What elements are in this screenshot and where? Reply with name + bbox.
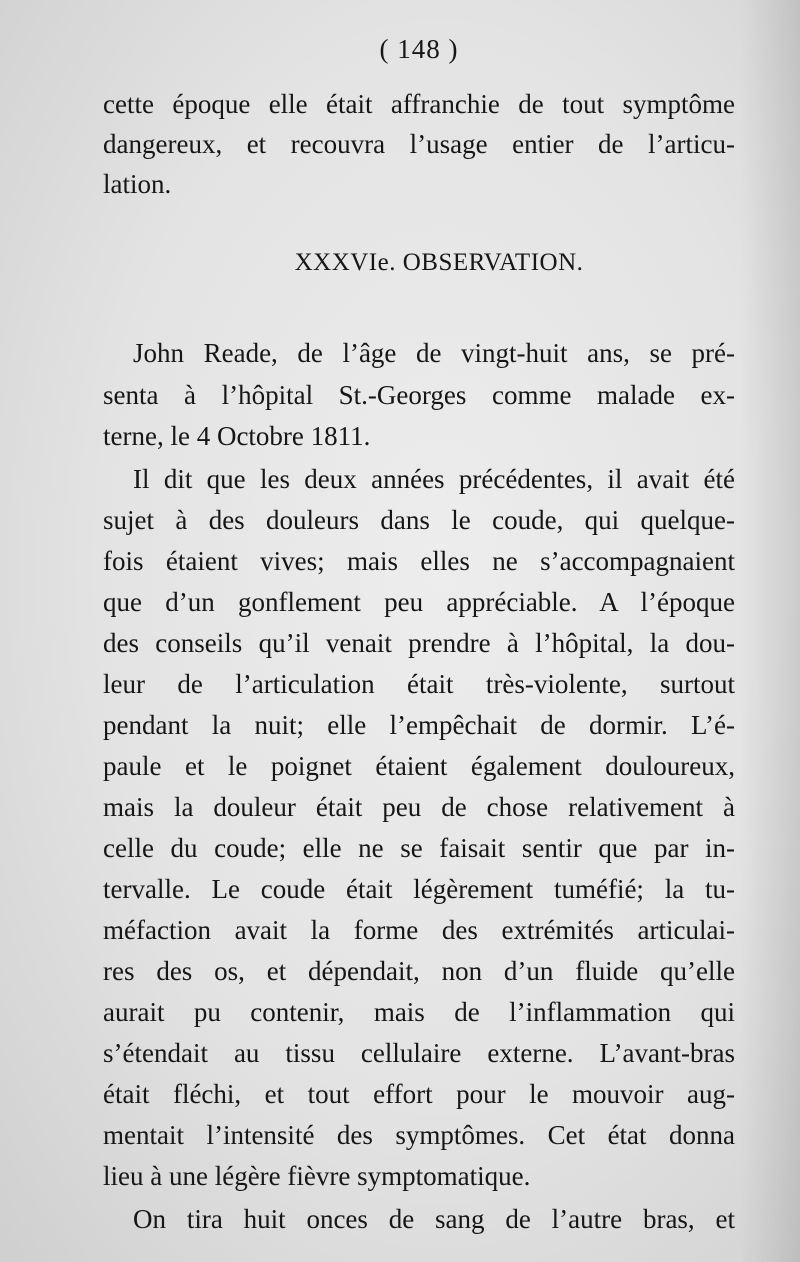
text-line: tervalle. Le coude était légèrement tuméfié; la tu- bbox=[103, 874, 735, 904]
text-line: fois étaient vives; mais elles ne s’accompagnaient bbox=[103, 546, 735, 576]
text-line: senta à l’hôpital St.-Georges comme malade ex- bbox=[103, 380, 735, 410]
section-heading: XXXVIe. OBSERVATION. bbox=[294, 249, 584, 276]
text-line: méfaction avait la forme des extrémités articulai- bbox=[103, 915, 735, 945]
text-line: res des os, et dépendait, non d’un fluide qu’elle bbox=[103, 956, 735, 986]
paragraph-first-line: John Reade, de l’âge de vingt-huit ans, se pré- bbox=[133, 338, 735, 368]
text-line: paule et le poignet étaient également douloureux, bbox=[103, 751, 735, 781]
text-line: dangereux, et recouvra l’usage entier de l’articu- bbox=[103, 129, 735, 159]
text-line: celle du coude; elle ne se faisait sentir que par in- bbox=[103, 833, 735, 863]
text-line: était fléchi, et tout effort pour le mouvoir aug- bbox=[103, 1079, 735, 1109]
text-line: terne, le 4 Octobre 1811. bbox=[103, 421, 371, 451]
text-line: mentait l’intensité des symptômes. Cet état donna bbox=[103, 1120, 735, 1150]
text-line: leur de l’articulation était très-violente, surtout bbox=[103, 669, 735, 699]
text-line: pendant la nuit; elle l’empêchait de dormir. L’é- bbox=[103, 710, 735, 740]
text-line: s’étendait au tissu cellulaire externe. L’avant-bras bbox=[103, 1038, 735, 1068]
text-line: que d’un gonflement peu appréciable. A l’époque bbox=[103, 587, 735, 617]
paragraph-first-line: Il dit que les deux années précédentes, il avait été bbox=[133, 464, 735, 494]
text-line: mais la douleur était peu de chose relativement à bbox=[103, 792, 735, 822]
text-line: sujet à des douleurs dans le coude, qui quelque- bbox=[103, 505, 735, 535]
text-line: lation. bbox=[103, 169, 172, 199]
text-line: des conseils qu’il venait prendre à l’hôpital, la dou- bbox=[103, 628, 735, 658]
text-line: aurait pu contenir, mais de l’inflammation qui bbox=[103, 997, 735, 1027]
text-line: cette époque elle était affranchie de tout symptôme bbox=[103, 89, 735, 119]
text-line: lieu à une légère fièvre symptomatique. bbox=[103, 1161, 531, 1191]
page-number: ( 148 ) bbox=[379, 34, 459, 64]
page-gutter-shadow bbox=[740, 0, 800, 1262]
paragraph-first-line: On tira huit onces de sang de l’autre bras, et bbox=[133, 1204, 735, 1234]
